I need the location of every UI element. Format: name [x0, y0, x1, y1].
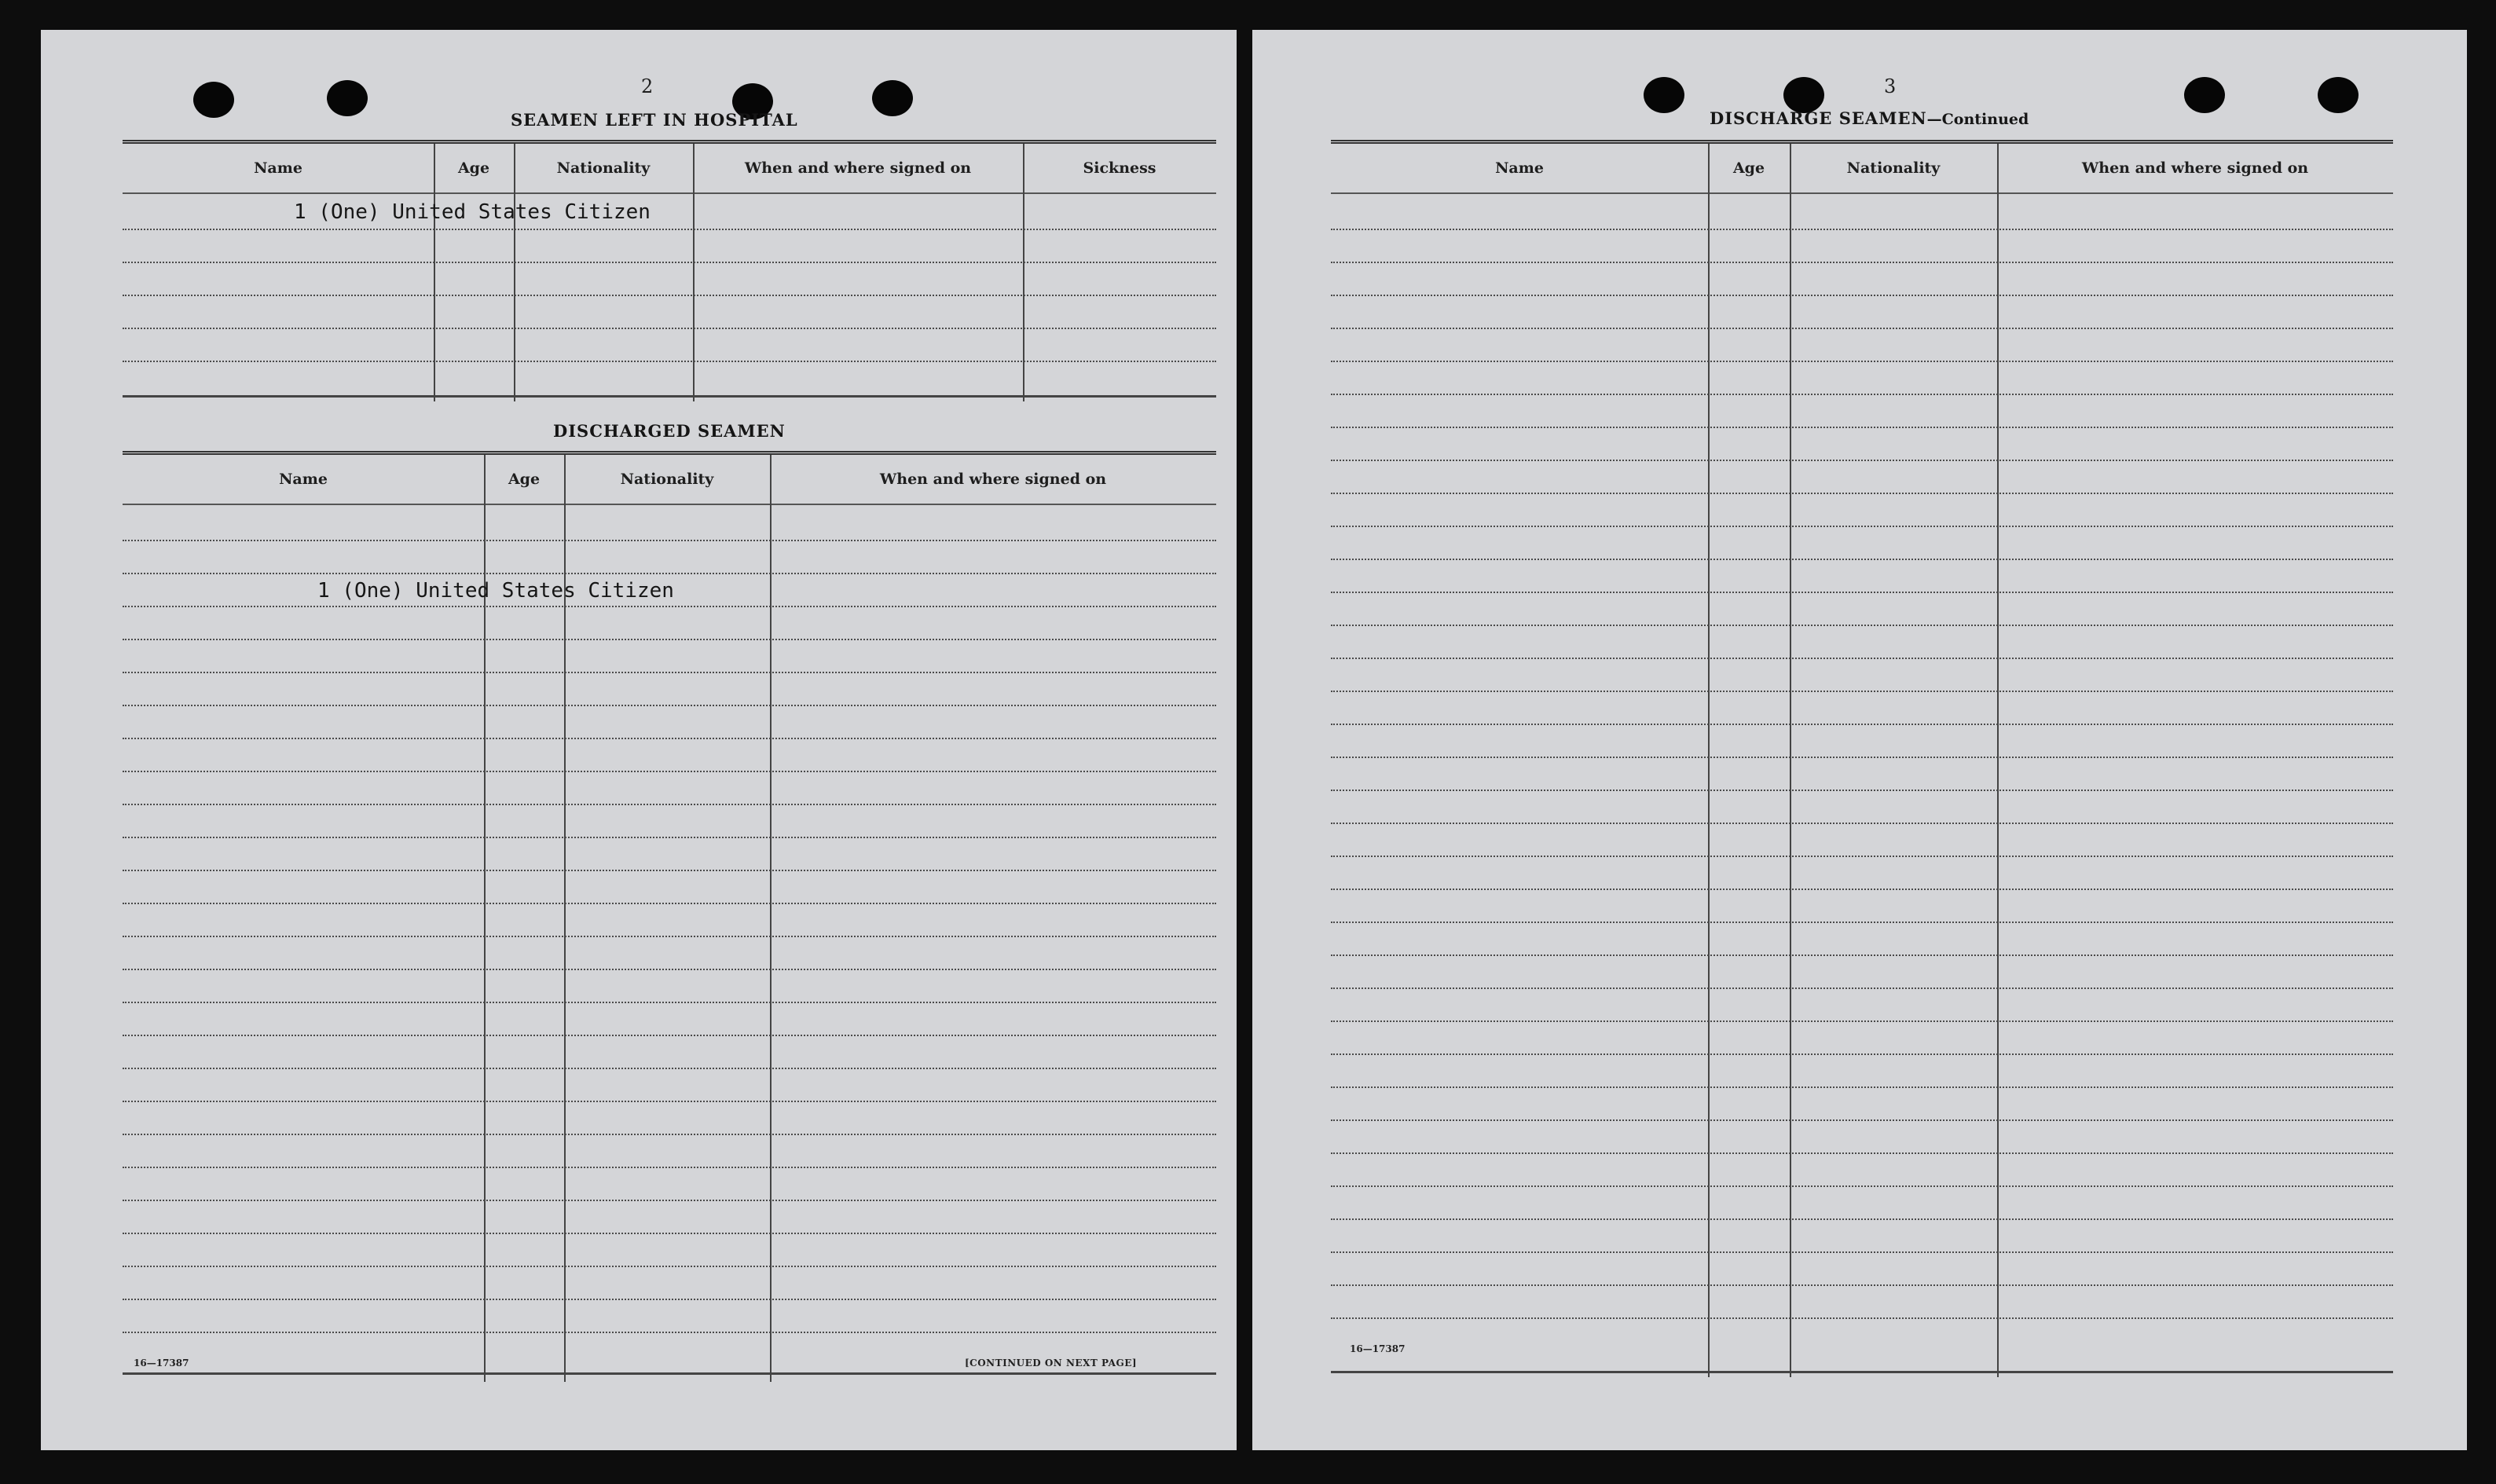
title-main: DISCHARGE SEAMEN — [1710, 108, 1927, 128]
discharged-continued-title — [1710, 108, 2029, 128]
discharged-table-header — [123, 455, 1216, 505]
col-header-name: Name — [254, 159, 302, 177]
punch-hole — [2318, 77, 2359, 113]
form-code: 16—17387 — [1350, 1343, 1406, 1354]
col-header-age: Age — [508, 471, 541, 488]
discharged-continued-table — [1331, 140, 2393, 1377]
col-header-name: Name — [279, 471, 328, 488]
discharged-table — [123, 451, 1216, 1382]
form-code: 16—17387 — [134, 1358, 189, 1369]
right-page — [1252, 30, 2467, 1450]
col-header-age: Age — [1732, 159, 1765, 177]
discharged-entry: 1 (One) United States Citizen — [317, 579, 674, 603]
discharged-section-title: DISCHARGED SEAMEN — [553, 421, 786, 441]
hospital-table — [123, 140, 1216, 401]
discharged-continued-table-header — [1331, 144, 2393, 194]
hospital-section-title: SEAMEN LEFT IN HOSPITAL — [511, 110, 798, 130]
col-header-name: Name — [1495, 159, 1544, 177]
punch-hole — [1644, 77, 1684, 113]
punch-hole — [2184, 77, 2225, 113]
page-number: 2 — [641, 75, 654, 97]
col-header-nationality: Nationality — [556, 159, 651, 177]
col-header-age: Age — [457, 159, 490, 177]
col-header-signed-on: When and where signed on — [744, 159, 972, 177]
punch-hole — [327, 80, 368, 116]
hospital-entry: 1 (One) United States Citizen — [294, 200, 651, 224]
hospital-table-header — [123, 144, 1216, 194]
col-header-nationality: Nationality — [1846, 159, 1941, 177]
col-header-sickness: Sickness — [1083, 159, 1156, 177]
title-suffix: —Continued — [1926, 111, 2029, 128]
punch-hole — [193, 82, 234, 118]
col-header-signed-on: When and where signed on — [879, 471, 1107, 488]
page-number: 3 — [1884, 75, 1897, 97]
col-header-signed-on: When and where signed on — [2081, 159, 2309, 177]
left-page — [41, 30, 1237, 1450]
continued-note: [CONTINUED ON NEXT PAGE] — [965, 1358, 1138, 1369]
punch-hole — [872, 80, 913, 116]
col-header-nationality: Nationality — [620, 471, 714, 488]
